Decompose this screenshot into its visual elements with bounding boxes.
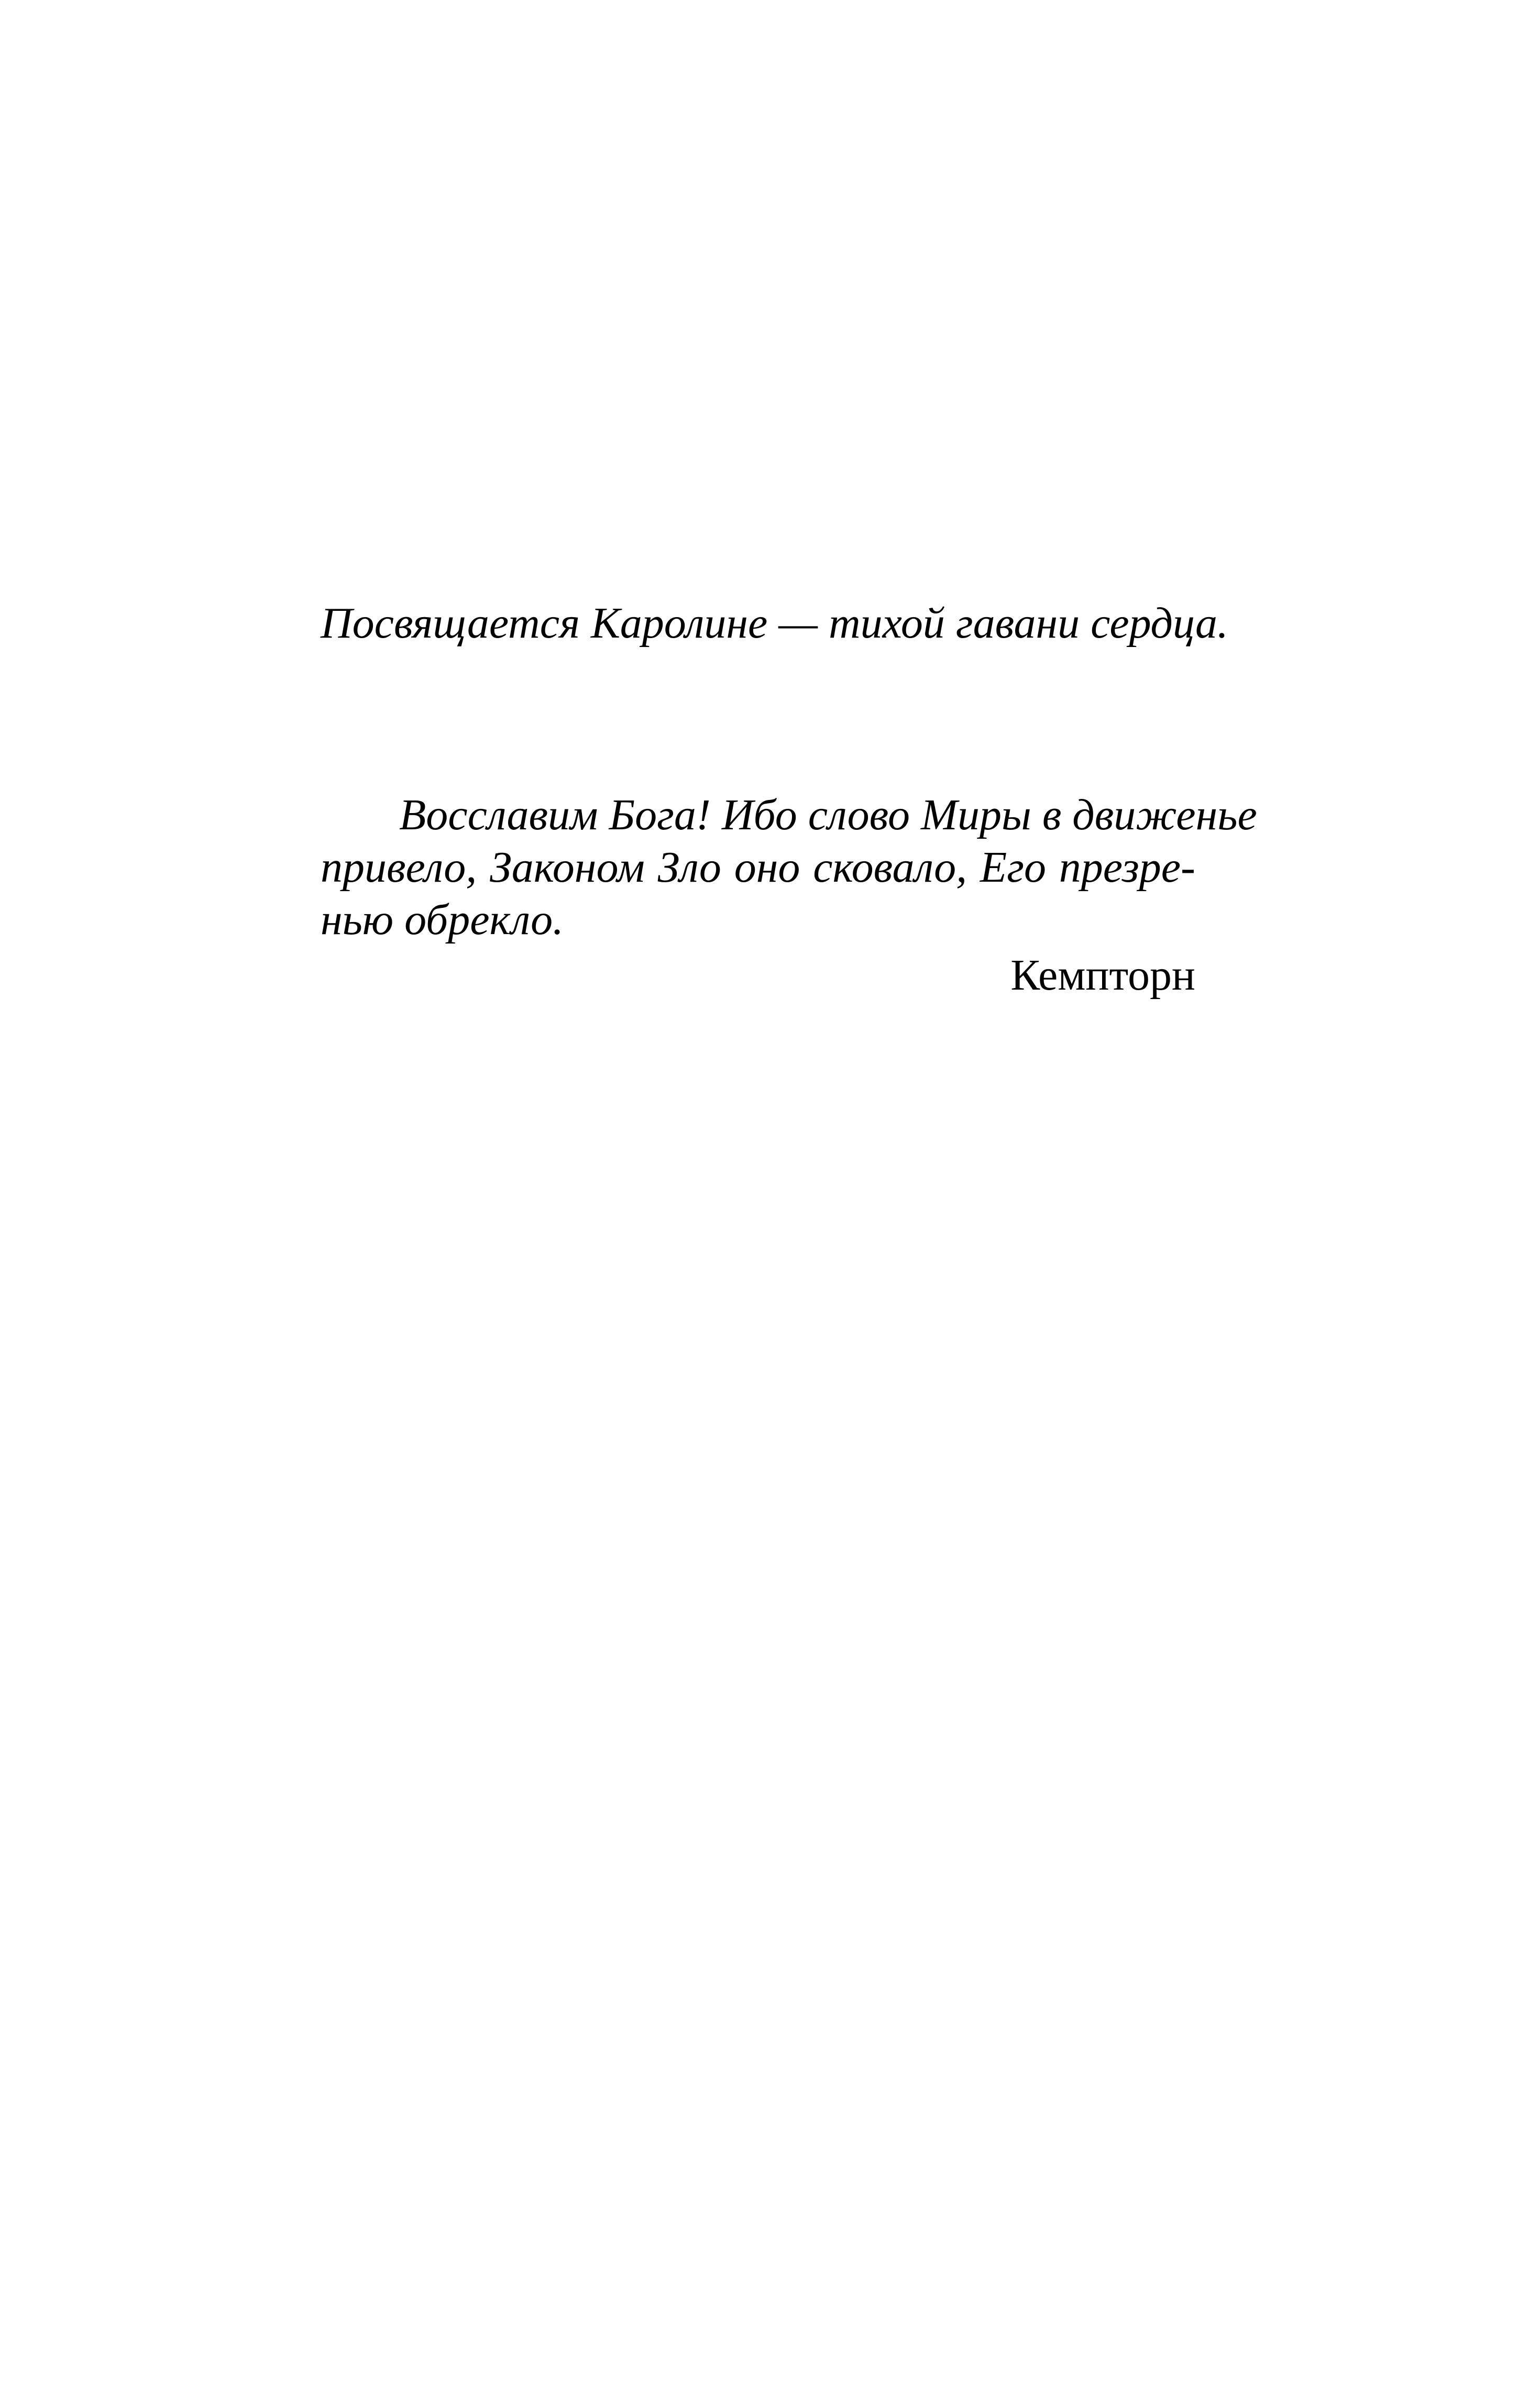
epigraph-author: Кемпторн [1010, 951, 1195, 1000]
dedication-text: Посвящается Каролине — тихой гавани сердца. [321, 599, 1229, 648]
epigraph [321, 789, 1257, 946]
epigraph-line: привело, Законом Зло оно сковало, Его презре- [321, 843, 1195, 892]
epigraph-line: Восславим Бога! Ибо слово Миры в движенье [399, 791, 1257, 839]
epigraph-line: нью обрекло. [321, 895, 564, 944]
